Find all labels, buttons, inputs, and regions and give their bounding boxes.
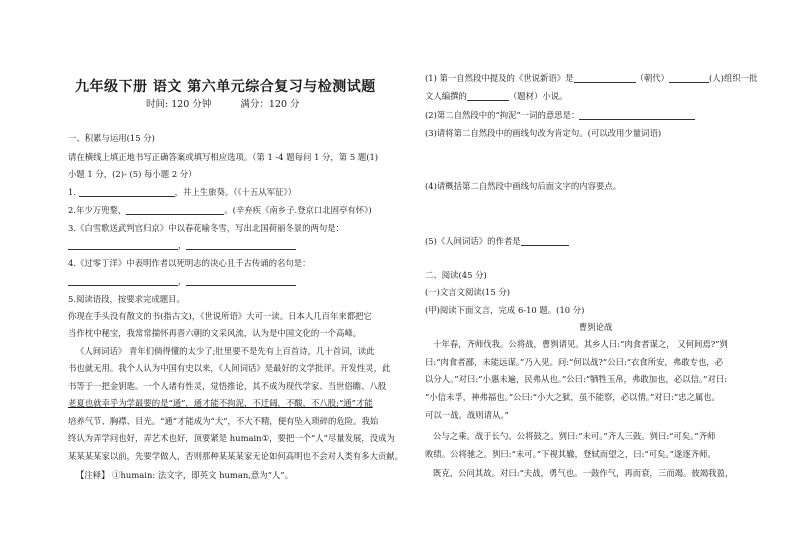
question-4-blank-2[interactable]: [186, 276, 296, 286]
exam-meta: [146, 96, 326, 110]
passage-title-text: 曹刿论战: [578, 322, 613, 332]
passage-line-7: 培养气节、胸襟、目光。“通”才能成为“大”，不大不精，便有坠入琐碎的危险。我始: [68, 416, 379, 426]
passage-line-1: 你现在手头没有散文的书(指古文)，《世说所语》大可一读。日本人几百年来都把它: [68, 311, 372, 321]
question-2-blank[interactable]: [126, 205, 224, 215]
passage-line-8: 终认为弄学问也好，弄艺术也好，顶要紧是 humain①，要把一个“人”尽量发展，没成为: [68, 433, 395, 443]
question-4: 4.《过零丁洋》中表明作者以死明志的决心且千古传诵的名句是：: [68, 258, 311, 268]
passage-line-5: 书等于一把金钥匙。一个人诸有性灵，觉悟推论，其不成为现代学家、当世俗瞻、八股: [68, 381, 387, 391]
classical-line-4: “小信未孚，神弗福也。”公曰:“小大之狱，虽不能察，必以情。”对曰:“忠之属也。: [425, 392, 721, 402]
subsection-1a-instruction: (甲)阅读下面文言，完成 6-10 题。(10 分): [425, 305, 585, 315]
sub-question-1-text: (1) 第一自然段中提及的《世说新语》是: [425, 73, 574, 83]
question-2-text: 2.年少万兜鍪，: [68, 205, 127, 215]
sub-question-1-blank-2[interactable]: [669, 73, 709, 83]
sub-question-1-blank-3[interactable]: [467, 91, 509, 101]
classical-line-1: 十年春，齐师伐我。公将战，曹刿请见。其乡人曰:“肉食者谋之， 又何间焉?”刿: [433, 339, 728, 349]
question-1-number: 1.: [68, 187, 76, 197]
exam-time: 时间: 120 分钟: [146, 99, 212, 110]
question-2: [68, 205, 372, 215]
passage-line-3: 《人间词话》 青年们倘得懂的太少了;肚里要不是先有上百首诗，几十首词，读此: [76, 346, 375, 356]
question-2-tail: 。(辛弃疾《南乡子.登京口北固亭有怀》): [224, 205, 372, 215]
instruction-line-1: 请在横线上填正地书写正确答案或填写相应选项。（第 1 -4 题每问 1 分，第 5 题(1): [68, 152, 379, 162]
passage-line-6: 老夏也就幸乎为学最要的是“通”，通才能不拘泥，不迁阔，不酸，不八股;“通”才能: [68, 398, 373, 408]
question-5: 5.阅读语段，按要求完成题目。: [68, 294, 185, 304]
passage-title: [397, 322, 794, 332]
sub-question-1-blank-1[interactable]: [574, 73, 636, 83]
classical-line-5: 可以一战。战则请从。”: [425, 410, 509, 420]
passage-note: 【注释】 ①humain: 法文字，即英文 human,意为“人”。: [76, 470, 293, 480]
sub-question-5-blank[interactable]: [521, 236, 569, 246]
question-3: 3.《白雪歌送武判官归京》中以春花喻冬雪，写出北国荷丽冬景的两句是：: [68, 223, 344, 233]
question-3-blank-2[interactable]: [186, 240, 296, 250]
classical-line-6: 公与之乘。战于长勺。公将鼓之。刿曰:“未可。”齐人三鼓。刿曰:“可矣。”齐师: [433, 431, 716, 441]
section-1-heading: 一、积累与运用(15 分): [68, 133, 155, 143]
question-4-answer: [68, 276, 296, 286]
question-4-blank-1[interactable]: [68, 276, 178, 286]
question-1-text: ，井上生旅葵。（《十五从军征》）: [174, 187, 297, 197]
classical-line-2: 曰:“肉食者鄙，未能远谋。”乃入见。问:“何以战?”公曰:“衣食所安，弗敢专也，必: [425, 357, 724, 367]
exam-score: 满分：120 分: [240, 99, 300, 110]
sub-question-3: (3)请将第二自然段中的画线句改为肯定句。(可以改用少量词语): [425, 128, 662, 138]
question-4-separator: ，: [178, 276, 187, 286]
exam-title: 九年级下册 语文 第六单元综合复习与检测试题: [75, 79, 376, 95]
sub-question-2-text: (2)第二自然段中的“拘泥”一词的意思是：: [425, 110, 580, 120]
sub-question-1-cont-text: 文人编撰的: [425, 91, 467, 101]
question-3-blank-1[interactable]: [68, 240, 178, 250]
passage-line-9: 某某某某家以前，先要学做人，否则那种某某某家无论如何高明也不会对人类有多大贡献。: [68, 451, 403, 461]
sub-question-5: [425, 236, 569, 246]
passage-line-2: 当作枕中秘宝，我常常揣怀再晋六朝的文采风流，认为是中国文化的一个高峰。: [68, 328, 362, 338]
instruction-line-2: 小题 1 分，(2)- (5) 每小题 2 分）: [68, 169, 197, 179]
classical-line-3: 以分人。”对曰:“小惠未遍，民弗从也。”公曰:“牺牲玉帛，弗敢加也，必以信。”对曰:: [425, 374, 728, 384]
section-2-heading: 二、阅读(45 分): [425, 270, 487, 280]
sub-question-1-tail: (人)组织一批: [709, 73, 758, 83]
sub-question-2: [425, 110, 695, 120]
sub-question-4: (4)请概括第二自然段中画线句后面文字的内容要点。: [425, 181, 622, 191]
question-1: [68, 187, 296, 197]
classical-line-8: 既克，公问其故。对曰:“夫战，勇气也。一鼓作气，再而衰，三而竭。彼竭我盈，: [433, 468, 734, 478]
sub-question-1-cont-tail: （题材）小说。: [508, 91, 568, 101]
passage-line-4: 书也就无用。我个人认为中国有史以来，《人间词话》是最好的文学批评。开发性灵，此: [68, 363, 391, 373]
sub-question-1-mid: （朝代）: [635, 73, 670, 83]
subsection-1-heading: (一)文言文阅读(15 分): [425, 287, 511, 297]
sub-question-1-cont: [425, 91, 568, 101]
question-3-separator: ，: [178, 240, 187, 250]
classical-line-7: 败绩。公将驰之。刿曰:“未可。”下视其辙，登轼而望之，曰:“可矣。”遂逐齐师。: [425, 449, 716, 459]
sub-question-1: [425, 73, 757, 83]
sub-question-2-blank[interactable]: [579, 110, 695, 120]
question-1-blank[interactable]: [79, 187, 175, 197]
sub-question-5-text: (5)《人间词话》的作者是: [425, 236, 521, 246]
question-3-answer: [68, 240, 296, 250]
